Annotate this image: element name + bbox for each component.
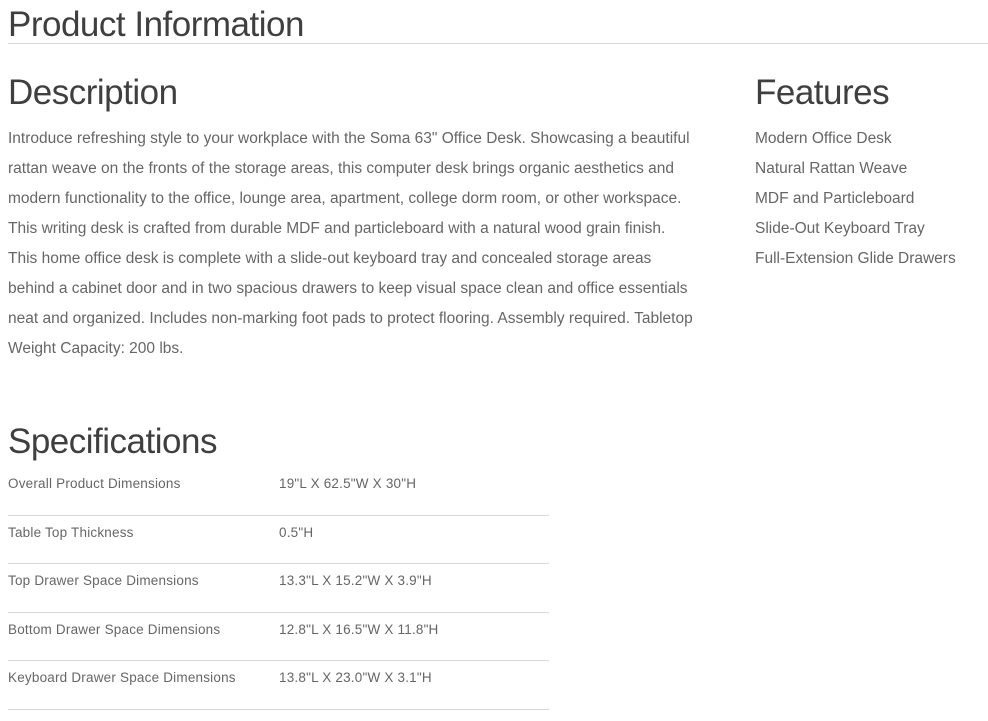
description-heading: Description	[8, 73, 178, 112]
feature-item: Natural Rattan Weave	[755, 160, 908, 177]
spec-value: 12.8"L X 16.5"W X 11.8"H	[279, 621, 439, 637]
feature-item: MDF and Particleboard	[755, 190, 915, 207]
spec-value: 13.8"L X 23.0"W X 3.1"H	[279, 670, 432, 685]
spec-row	[8, 516, 549, 565]
spec-row	[8, 613, 549, 662]
spec-row	[8, 467, 549, 516]
spec-row	[8, 564, 549, 613]
feature-item: Full-Extension Glide Drawers	[755, 250, 956, 267]
spec-value: 0.5"H	[279, 524, 314, 540]
specifications-table	[8, 467, 549, 710]
description-text: Introduce refreshing style to your workplace with the Soma 63" Office Desk. Showcasing a beautiful rattan weave on the fronts of the storage areas, this computer desk brings organic aesthetics and modern functionality to the office, lounge area, apartment, college dorm room, or other workspace. This writing desk is crafted from durable MDF and particleboard with a natural wood grain finish. This home office desk is complete with a slide-out keyboard tray and concealed storage areas behind a cabinet door and in two spacious drawers to keep visual space clean and office essentials neat and organized. Includes non-marking foot pads to protect flooring. Assembly required. Tabletop Weight Capacity: 200 lbs.	[8, 130, 693, 357]
features-list	[755, 124, 956, 274]
title-divider	[8, 43, 988, 44]
spec-label: Bottom Drawer Space Dimensions	[8, 621, 221, 637]
spec-label: Overall Product Dimensions	[8, 476, 181, 491]
features-heading: Features	[755, 73, 890, 112]
specifications-heading: Specifications	[8, 422, 217, 461]
spec-row	[8, 661, 549, 710]
spec-value: 13.3"L X 15.2"W X 3.9"H	[279, 573, 432, 588]
spec-value: 19"L X 62.5"W X 30"H	[279, 476, 417, 491]
spec-label: Table Top Thickness	[8, 524, 134, 540]
spec-label: Keyboard Drawer Space Dimensions	[8, 670, 236, 685]
spec-label: Top Drawer Space Dimensions	[8, 573, 199, 588]
feature-item: Slide-Out Keyboard Tray	[755, 220, 925, 237]
page-title: Product Information	[8, 5, 304, 44]
feature-item: Modern Office Desk	[755, 130, 892, 147]
